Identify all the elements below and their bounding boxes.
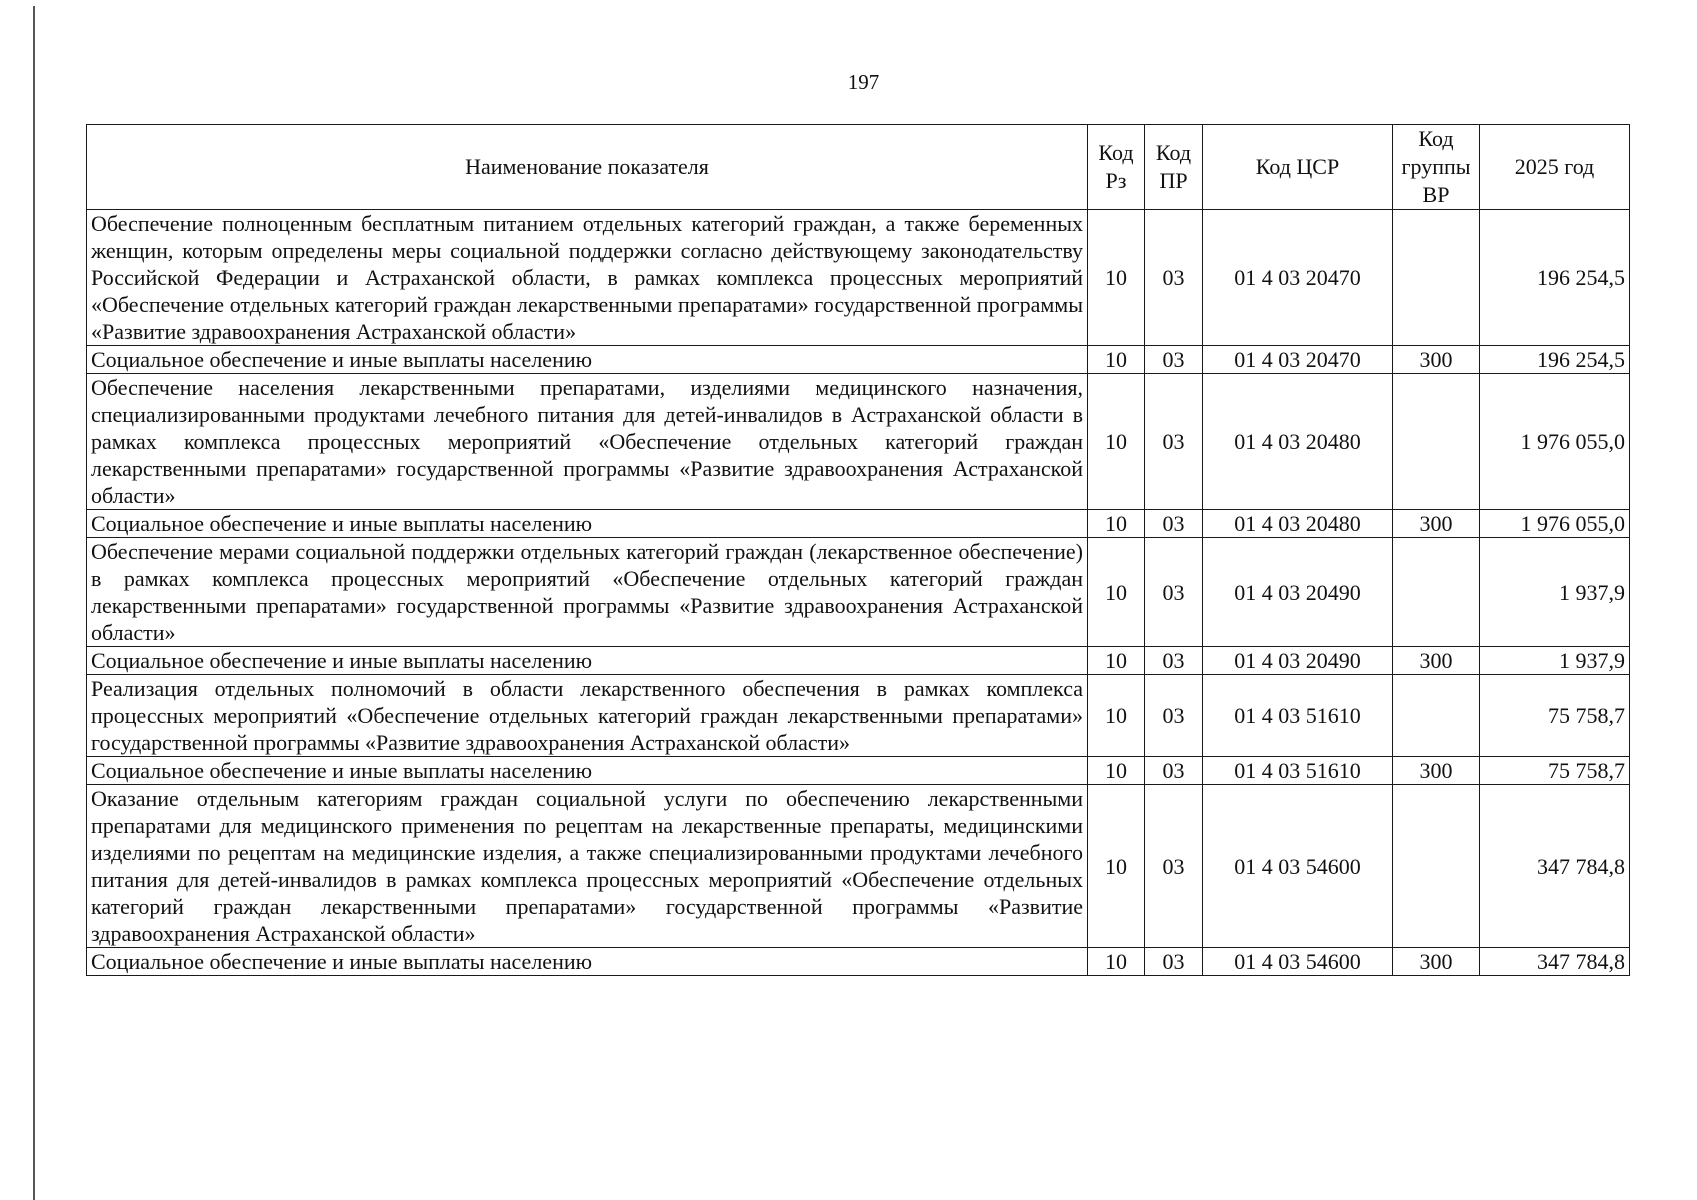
row-vr: 300 [1393, 510, 1480, 538]
row-vr: 300 [1393, 948, 1480, 976]
header-csr: Код ЦСР [1203, 125, 1393, 210]
row-vr [1393, 538, 1480, 647]
row-name: Социальное обеспечение и иные выплаты населению [87, 647, 1088, 675]
table-row [87, 210, 1630, 346]
table-row [87, 948, 1630, 976]
header-pr: Код ПР [1145, 125, 1203, 210]
row-sum: 347 784,8 [1480, 948, 1630, 976]
row-rz: 10 [1088, 948, 1145, 976]
header-rz: Код Рз [1088, 125, 1145, 210]
row-rz: 10 [1088, 757, 1145, 785]
row-sum: 1 937,9 [1480, 647, 1630, 675]
row-sum: 1 976 055,0 [1480, 374, 1630, 510]
header-vr: Код группы ВР [1393, 125, 1480, 210]
table-row [87, 374, 1630, 510]
row-csr: 01 4 03 20480 [1203, 510, 1393, 538]
row-rz: 10 [1088, 785, 1145, 948]
row-name: Социальное обеспечение и иные выплаты населению [87, 346, 1088, 374]
table-row [87, 647, 1630, 675]
row-csr: 01 4 03 20480 [1203, 374, 1393, 510]
row-vr [1393, 675, 1480, 757]
row-pr: 03 [1145, 346, 1203, 374]
row-vr [1393, 374, 1480, 510]
table-header-row [87, 125, 1630, 210]
page-number: 197 [847, 70, 880, 94]
table-row [87, 757, 1630, 785]
row-rz: 10 [1088, 346, 1145, 374]
row-csr: 01 4 03 54600 [1203, 948, 1393, 976]
row-pr: 03 [1145, 538, 1203, 647]
row-name: Социальное обеспечение и иные выплаты населению [87, 757, 1088, 785]
header-name: Наименование показателя [87, 125, 1088, 210]
row-csr: 01 4 03 51610 [1203, 675, 1393, 757]
table-row [87, 538, 1630, 647]
row-pr: 03 [1145, 675, 1203, 757]
row-sum: 196 254,5 [1480, 210, 1630, 346]
row-sum: 1 976 055,0 [1480, 510, 1630, 538]
row-csr: 01 4 03 20490 [1203, 538, 1393, 647]
row-name: Социальное обеспечение и иные выплаты населению [87, 510, 1088, 538]
row-csr: 01 4 03 54600 [1203, 785, 1393, 948]
row-vr [1393, 785, 1480, 948]
binding-edge-line [33, 6, 35, 1200]
row-sum: 75 758,7 [1480, 757, 1630, 785]
row-name: Оказание отдельным категориям граждан социальной услуги по обеспечению лекарственными препаратами для медицинского применения по рецептам на лекарственные препараты, медицинскими изделиями по рецептам на медицинские изделия, а также специализированными продуктами лечебного питания для детей-инвалидов в рамках комплекса процессных мероприятий «Обеспечение отдельных категорий граждан лекарственными препаратами» государственной программы «Развитие здравоохранения Астраханской области» [87, 785, 1088, 948]
row-rz: 10 [1088, 675, 1145, 757]
row-pr: 03 [1145, 210, 1203, 346]
row-rz: 10 [1088, 374, 1145, 510]
row-name: Обеспечение населения лекарственными препаратами, изделиями медицинского назначения, специализированными продуктами лечебного питания для детей-инвалидов в Астраханской области в рамках комплекса процессных мероприятий «Обеспечение отдельных категорий граждан лекарственными препаратами» государственной программы «Развитие здравоохранения Астраханской области» [87, 374, 1088, 510]
row-csr: 01 4 03 20470 [1203, 346, 1393, 374]
row-vr: 300 [1393, 346, 1480, 374]
row-name: Реализация отдельных полномочий в области лекарственного обеспечения в рамках комплекса процессных мероприятий «Обеспечение отдельных категорий граждан лекарственными препаратами» государственной программы «Развитие здравоохранения Астраханской области» [87, 675, 1088, 757]
row-vr: 300 [1393, 757, 1480, 785]
header-year: 2025 год [1480, 125, 1630, 210]
row-name: Обеспечение мерами социальной поддержки отдельных категорий граждан (лекарственное обеспечение) в рамках комплекса процессных мероприятий «Обеспечение отдельных категорий граждан лекарственными препаратами» государственной программы «Развитие здравоохранения Астраханской области» [87, 538, 1088, 647]
table-row [87, 346, 1630, 374]
budget-table [86, 124, 1630, 976]
row-rz: 10 [1088, 647, 1145, 675]
table-row [87, 785, 1630, 948]
row-sum: 196 254,5 [1480, 346, 1630, 374]
row-pr: 03 [1145, 785, 1203, 948]
row-pr: 03 [1145, 647, 1203, 675]
row-csr: 01 4 03 20470 [1203, 210, 1393, 346]
row-pr: 03 [1145, 374, 1203, 510]
table-row [87, 675, 1630, 757]
table-row [87, 510, 1630, 538]
row-rz: 10 [1088, 538, 1145, 647]
row-rz: 10 [1088, 210, 1145, 346]
row-pr: 03 [1145, 510, 1203, 538]
row-sum: 75 758,7 [1480, 675, 1630, 757]
row-sum: 1 937,9 [1480, 538, 1630, 647]
row-pr: 03 [1145, 948, 1203, 976]
row-vr: 300 [1393, 647, 1480, 675]
row-name: Социальное обеспечение и иные выплаты населению [87, 948, 1088, 976]
row-name: Обеспечение полноценным бесплатным питанием отдельных категорий граждан, а также беременных женщин, которым определены меры социальной поддержки согласно действующему законодательству Российской Федерации и Астраханской области, в рамках комплекса процессных мероприятий «Обеспечение отдельных категорий граждан лекарственными препаратами» государственной программы «Развитие здравоохранения Астраханской области» [87, 210, 1088, 346]
row-rz: 10 [1088, 510, 1145, 538]
row-sum: 347 784,8 [1480, 785, 1630, 948]
row-pr: 03 [1145, 757, 1203, 785]
row-vr [1393, 210, 1480, 346]
row-csr: 01 4 03 20490 [1203, 647, 1393, 675]
row-csr: 01 4 03 51610 [1203, 757, 1393, 785]
